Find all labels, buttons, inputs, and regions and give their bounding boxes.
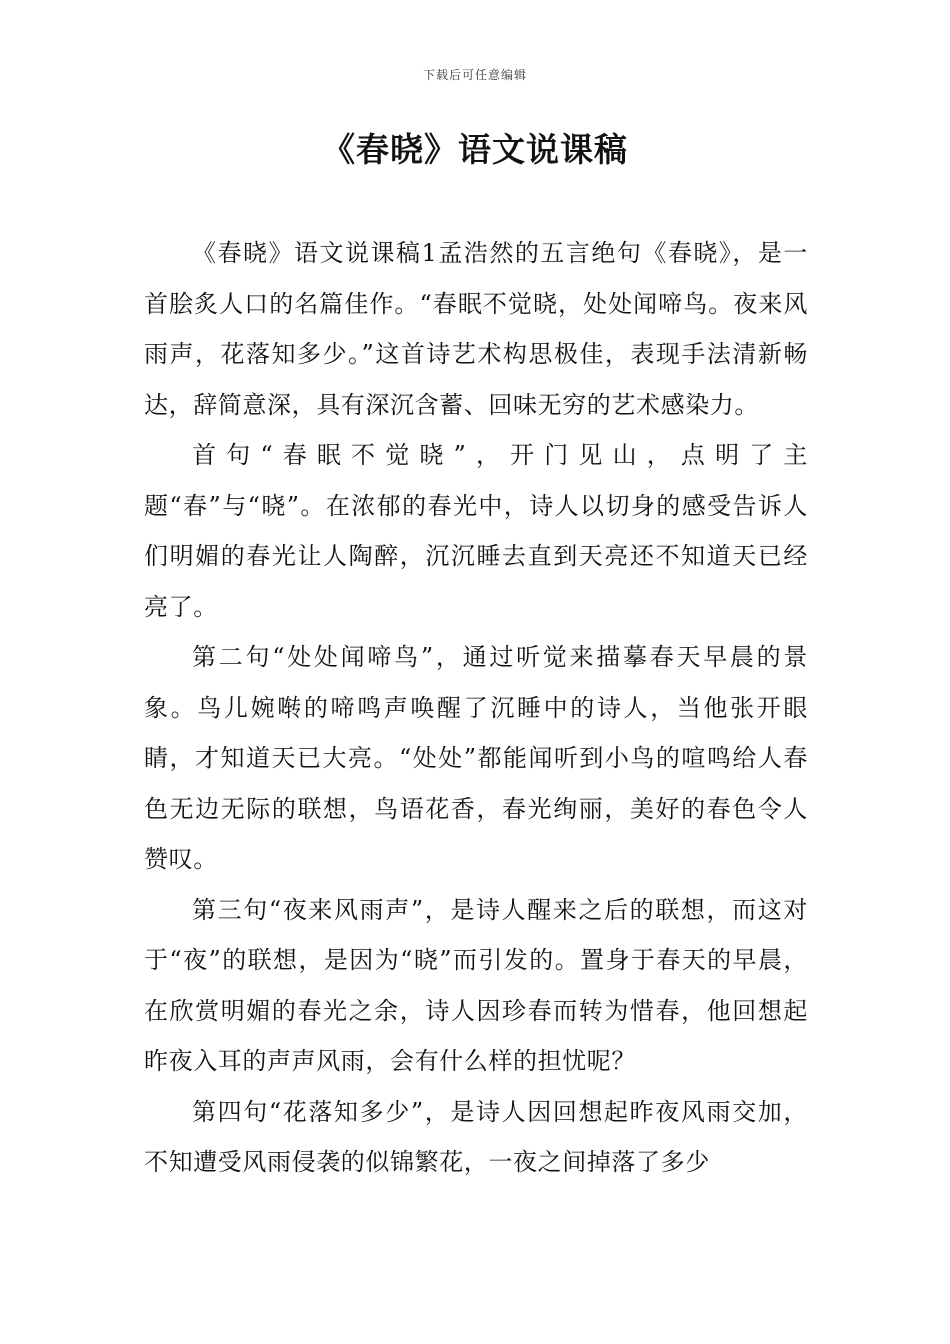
- paragraph-line-two: 第二句“处处闻啼鸟”，通过听觉来描摹春天早晨的景象。鸟儿婉啭的啼鸣声唤醒了沉睡中的诗人，当他张开眼睛，才知道天已大亮。“处处”都能闻听到小鸟的喧鸣给人春色无边无际的联想，鸟语花香，春光绚丽，美好的春色令人赞叹。: [144, 643, 808, 873]
- document-body: [144, 228, 808, 1188]
- paragraph-line-three: 第三句“夜来风雨声”，是诗人醒来之后的联想，而这对于“夜”的联想，是因为“晓”而引发的。置身于春天的早晨，在欣赏明媚的春光之余，诗人因珍春而转为惜春，他回想起昨夜入耳的声声风雨，会有什么样的担忧呢？: [144, 895, 808, 1075]
- paragraph-line-one: 首句“春眠不觉晓”，开门见山，点明了主题“春”与“晓”。在浓郁的春光中，诗人以切身的感受告诉人们明媚的春光让人陶醉，沉沉睡去直到天亮还不知道天已经亮了。: [144, 441, 808, 621]
- header-note: 下载后可任意编辑: [422, 68, 527, 82]
- document-title: 《春晓》语文说课稿: [322, 130, 628, 169]
- paragraph-line-four: 第四句“花落知多少”，是诗人因回想起昨夜风雨交加，不知遭受风雨侵袭的似锦繁花，一夜之间掉落了多少: [144, 1097, 808, 1176]
- paragraph-intro: 《春晓》语文说课稿1孟浩然的五言绝句《春晓》，是一首脍炙人口的名篇佳作。“春眠不觉晓，处处闻啼鸟。夜来风雨声，花落知多少。”这首诗艺术构思极佳，表现手法清新畅达，辞简意深，具有深沉含蓄、回味无穷的艺术感染力。: [144, 239, 808, 419]
